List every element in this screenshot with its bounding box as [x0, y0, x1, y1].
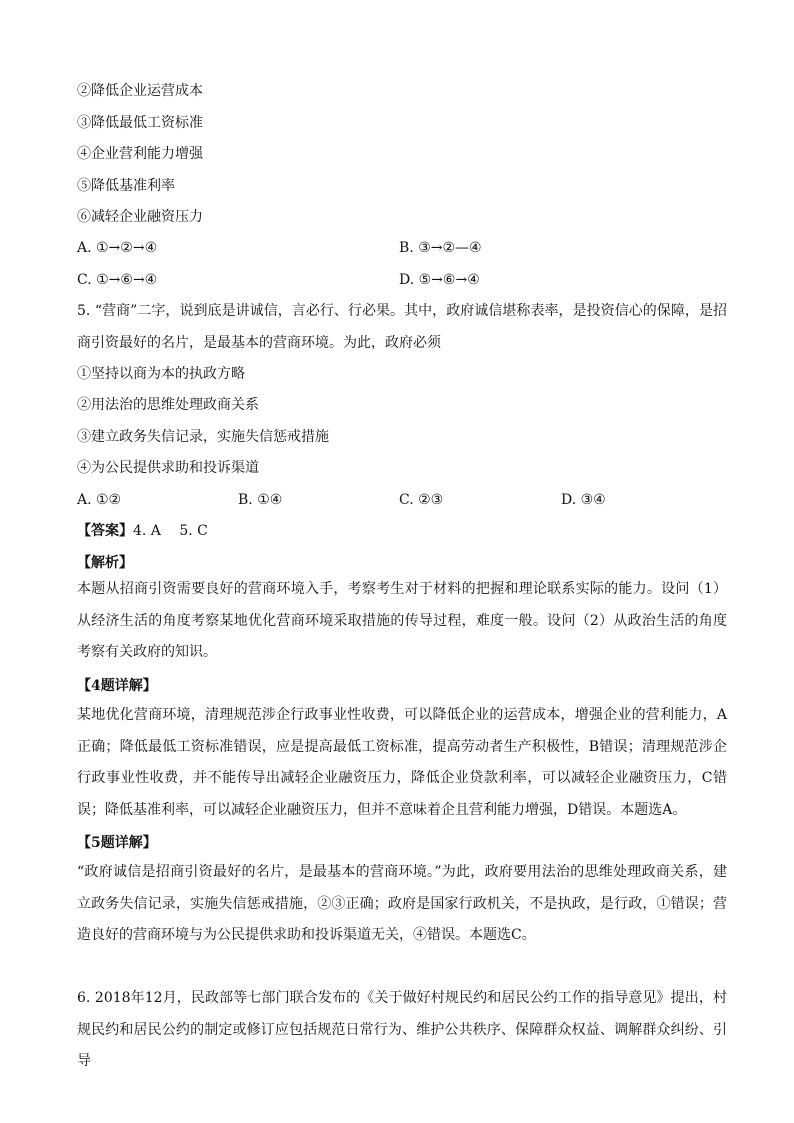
q5-item-2: ②用法治的思维处理政商关系	[77, 397, 259, 413]
q5-option-d: D. ③④	[561, 492, 606, 508]
q5-option-c: C. ②③	[399, 492, 444, 508]
q4-option-c: C. ①→⑥→④	[77, 272, 158, 288]
detail4-label: 【4题详解】	[77, 678, 157, 694]
q4-item-3: ③降低最低工资标准	[77, 115, 203, 131]
detail5-label: 【5题详解】	[77, 835, 157, 851]
q5-item-4: ④为公民提供求助和投诉渠道	[77, 460, 259, 476]
q4-item-4: ④企业营利能力增强	[77, 146, 203, 162]
analysis-text: 本题从招商引资需要良好的营商环境入手，考察考生对于材料的把握和理论联系实际的能力。设问（1）从经济生活的角度考察某地优化营商环境采取措施的传导过程，难度一般。设问（2）从政治生活的角度考察有关政府的知识。	[77, 581, 727, 660]
q5-item-3: ③建立政务失信记录，实施失信惩戒措施	[77, 429, 329, 445]
q4-item-5: ⑤降低基准利率	[77, 178, 175, 194]
q5-option-b: B. ①④	[238, 492, 283, 508]
q5-stem: 5. “营商”二字，说到底是讲诚信，言必行、行必果。其中，政府诚信堪称表率，是投资信心的保障，是招商引资最好的名片，是最基本的营商环境。为此，政府必须	[77, 303, 727, 351]
q4-item-2: ②降低企业运营成本	[77, 83, 203, 99]
answer-text: 4. A 5. C	[133, 523, 208, 539]
detail5-text: “政府诚信是招商引资最好的名片，是最基本的营商环境。”为此，政府要用法治的思维处理政商关系，建立政务失信记录，实施失信惩戒措施，②③正确；政府是国家行政机关，不是执政，是行政，①错误；营造良好的营商环境与为公民提供求助和投诉渠道无关，④错误。本题选C。	[77, 864, 727, 943]
q5-item-1: ①坚持以商为本的执政方略	[77, 366, 245, 382]
answer-label: 【答案】	[77, 523, 133, 539]
detail4-text: 某地优化营商环境，清理规范涉企行政事业性收费，可以降低企业的运营成本，增强企业的营利能力，A正确；降低最低工资标准错误，应是提高最低工资标准，提高劳动者生产积极性，B错误；清理规范涉企行政事业性收费，并不能传导出减轻企业融资压力，降低企业贷款利率，可以减轻企业融资压力，C错误；降低基准利率，可以减轻企业融资压力，但并不意味着企且营利能力增强，D错误。本题选A。	[77, 707, 727, 818]
q4-option-a: A. ①→②→④	[77, 240, 158, 256]
q5-option-a: A. ①②	[77, 492, 122, 508]
q4-option-d: D. ⑤→⑥→④	[399, 272, 480, 288]
q6-stem: 6. 2018年12月，民政部等七部门联合发布的《关于做好村规民约和居民公约工作的指导意见》提出，村规民约和居民公约的制定或修订应包括规范日常行为、维护公共秩序、保障群众权益、调解群众纠纷、引导	[77, 990, 727, 1069]
q4-option-b: B. ③→②—④	[399, 240, 482, 256]
answer-line	[77, 521, 208, 541]
q4-item-6: ⑥减轻企业融资压力	[77, 209, 203, 225]
analysis-label: 【解析】	[77, 555, 133, 571]
